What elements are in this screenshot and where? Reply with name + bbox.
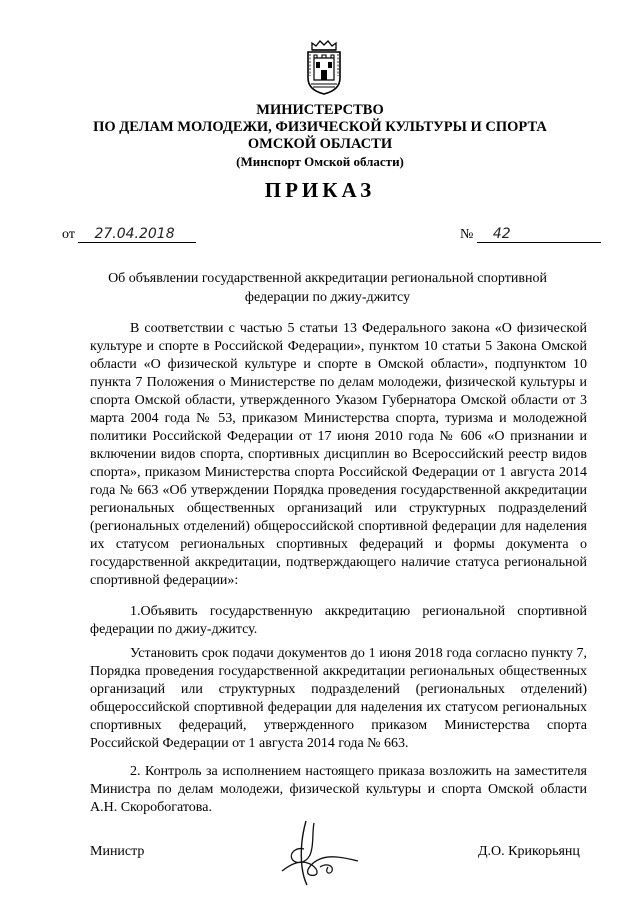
item-1-text: 1.Объявить государственную аккредитацию региональной спортивной федерации по джиу-джитсу. [90,604,587,637]
order-subject: Об объявлении государственной аккредитации региональной спортивной федерации по джиу-джитсу [108,271,547,305]
item-1-detail [90,645,587,753]
date-prefix: от [62,227,75,242]
date-value: 27.04.2018 [94,226,175,242]
order-date [62,226,196,243]
item-2 [90,763,587,817]
header-line-4: (Минспорт Омской области) [236,154,404,169]
preamble [90,320,587,590]
item-1 [90,603,587,639]
header-line-2: ПО ДЕЛАМ МОЛОДЕЖИ, ФИЗИЧЕСКОЙ КУЛЬТУРЫ И СПОРТА [93,119,547,135]
number-value: 42 [492,226,511,242]
number-line [477,226,601,243]
signer-name: Д.О. Крикорьянц [478,844,580,859]
item-1-detail-text: Установить срок подачи документов до 1 июня 2018 года согласно пункту 7, Порядка проведения государственной аккредитации региональных общественных организаций или структурных подразделений (региональных отделений) общероссийской спортивной федерации для наделения их статусом региональных спортивных федераций, утвержденного приказом Министерства спорта Российской Федерации от 1 августа 2014 года № 663. [90,646,587,751]
header-line-1: МИНИСТЕРСТВО [256,102,384,118]
preamble-text: В соответствии с частью 5 статьи 13 Федерального закона «О физической культуре и спорте в Российской Федерации», пунктом 10 статьи 5 Закона Омской области «О физической культуре и спорте в Омской области», подпунктом 10 пункта 7 Положения о Министерстве по делам молодежи, физической культуры и спорта Омской области, утвержденного Указом Губернатора Омской области от 3 марта 2004 года № 53, приказом Министерства спорта, туризма и молодежной политики Российской Федерации от 17 июня 2010 года № 606 «О признании и включении видов спорта, спортивных дисциплин во Всероссийский реестр видов спорта», приказом Министерства спорта Российской Федерации от 1 августа 2014 года № 663 «Об утверждении Порядка проведения государственной аккредитации региональных общественных организаций или структурных подразделений (региональных отделений) общероссийской спортивной федерации для наделения их статусом региональных спортивных федераций и формы документа о государственной аккредитации, подтверждающего наличие статуса региональной спортивной федерации»: [90,321,587,588]
signer-position: Министр [90,844,145,859]
date-line [78,226,196,243]
ministry-header [0,102,640,170]
document-title: ПРИКАЗ [264,178,376,202]
order-number [460,226,601,243]
item-2-text: 2. Контроль за исполнением настоящего приказа возложить на заместителя Министра по делам молодежи, физической культуры и спорта Омской области А.Н. Скоробогатова. [90,764,587,815]
handwritten-signature [262,815,362,887]
number-prefix: № [460,227,474,242]
header-line-3: ОМСКОЙ ОБЛАСТИ [247,136,393,152]
omsk-coat-of-arms-icon [304,40,344,96]
